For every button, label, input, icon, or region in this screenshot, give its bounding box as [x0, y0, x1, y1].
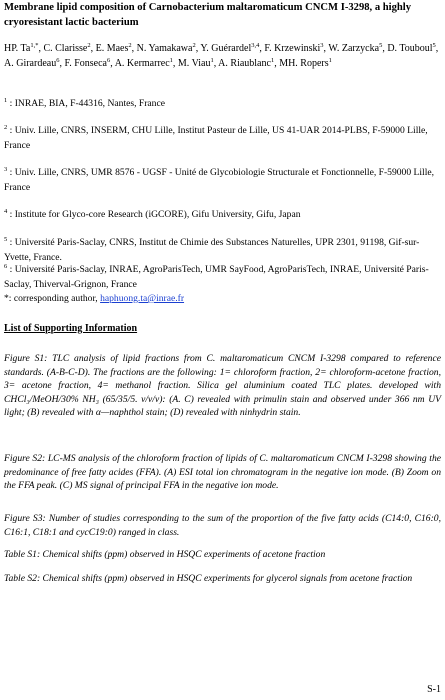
author: A. Riaublanc$^1$	[218, 57, 275, 69]
supporting-item: Table S2: Chemical shifts (ppm) observed in HSQC experiments for glycerol signals from acetone fraction	[4, 573, 413, 584]
email-link[interactable]: haphuong.ta@inrae.fr	[100, 293, 185, 304]
author: A. Kermarrec$^1$	[114, 57, 173, 69]
corresponding-author	[4, 292, 441, 307]
author: MH. Ropers$^1$	[279, 57, 332, 69]
affiliation: $^6$ : Université Paris-Saclay, INRAE, AgroParisTech, UMR SayFood, AgroParisTech, INRAE, Université Paris-Saclay, Thiverval-Grignon, France	[4, 263, 429, 290]
author: A. Girardeau$^6$	[4, 57, 60, 69]
author: HP. $Ta^{1,*}$	[4, 42, 39, 54]
paper-title-text: Membrane lipid composition of Carnobacterium maltaromaticum CNCM I-3298, a highly cryoresistant lactic bacterium	[4, 2, 412, 28]
supporting-item: Figure S1: TLC analysis of lipid fractions from C. maltaromaticum CNCM I-3298 compared to reference standards. (A-B-C-D). The fractions are the following: 1= chloroform fraction, 2= chloroform-acetone fraction, 3= acetone fraction, 4= methanol fraction. Silica gel aluminium coated TLC plates. developed with CHCl₃/MeOH/30% NH₃ (65/35/5. v/v/v): (A. C) revealed with primulin stain and observed under 366 nm UV light; (B) revealed with α—naphthol stain; (D) revealed with ninhydrin stain.	[4, 353, 441, 419]
supporting-item: Figure S2: LC-MS analysis of the chloroform fraction of lipids of C. maltaromaticum CNCM I-3298 showing the predominance of free fatty acides (FFA). (A) ESI total ion chromatogram in the negative ion mode. (B) Zoom on the FFA peak. (C) MS signal of principal FFA in the negative ion mode.	[4, 453, 441, 492]
author: D. Touboul$^5$	[387, 42, 436, 54]
author-list: HP. $Ta^{1,*}$, C. Clarisse$^2$, E. Maes$^2$, N. Yamakawa$^2$, Y. Guérardel$^{3,4}$, F. Krzewinski$^3$, W. Zarzycka$^5$, D. Touboul$^5$, A. Girardeau$^6$, F. Fonseca$^6$, A. Kermarrec$^1$, M. Viau$^1$, A. Riaublanc$^1$, MH. Ropers$^1$	[4, 42, 439, 69]
author: F. Krzewinski$^3$	[264, 42, 324, 54]
affiliation: $^3$ : Univ. Lille, CNRS, UMR 8576 - UGSF - Unité de Glycobiologie Structurale et Fonctionnelle, F-59000 Lille, France	[4, 166, 435, 193]
author: W. Zarzycka$^5$	[328, 42, 383, 54]
author: C. Clarisse$^2$	[43, 42, 91, 54]
author: E. Maes$^2$	[95, 42, 132, 54]
document-page	[4, 0, 441, 700]
page-number: S-1	[427, 684, 441, 695]
author: N. Yamakawa$^2$	[136, 42, 196, 54]
section-heading: List of Supporting Information	[4, 323, 138, 334]
corresponding-label: *: corresponding author,	[4, 293, 101, 304]
author: F. Fonseca$^6$	[64, 57, 111, 69]
affiliation: $^1$ : INRAE, BIA, F-44316, Nantes, France	[4, 97, 165, 109]
author: M. Viau$^1$	[177, 57, 214, 69]
author: Y. Guérardel$^{3,4}$	[200, 42, 260, 54]
supporting-item: Table S1: Chemical shifts (ppm) observed in HSQC experiments of acetone fraction	[4, 549, 326, 560]
affiliation: $^4$ : Institute for Glyco-core Research (iGCORE), Gifu University, Gifu, Japan	[4, 208, 301, 220]
paper-title	[4, 0, 441, 30]
affiliation: $^2$ : Univ. Lille, CNRS, INSERM, CHU Lille, Institut Pasteur de Lille, US 41-UAR 2014-PLBS, F-59000 Lille, France	[4, 124, 428, 151]
affiliation: $^5$ : Université Paris-Saclay, CNRS, Institut de Chimie des Substances Naturelles, UPR 2301, 91198, Gif-sur-Yvette, France.	[4, 236, 420, 263]
supporting-item: Figure S3: Number of studies corresponding to the sum of the proportion of the five fatty acids (C14:0, C16:0, C16:1, C18:1 and cycC19:0) ranged in class.	[4, 513, 441, 538]
